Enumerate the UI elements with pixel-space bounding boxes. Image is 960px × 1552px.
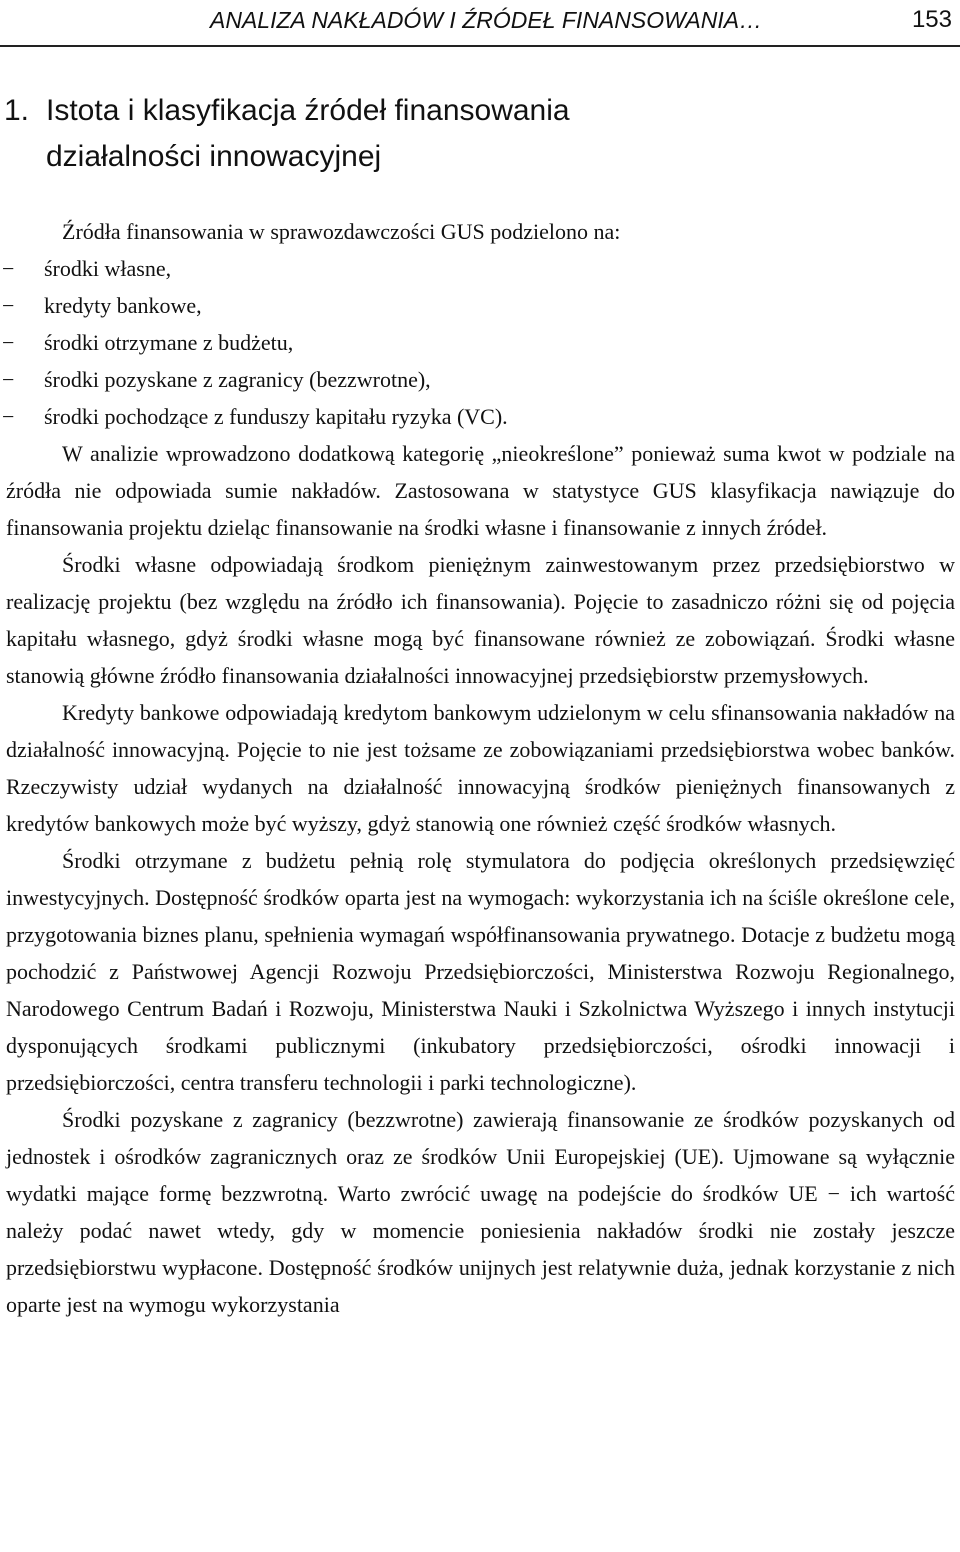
page-header	[0, 0, 960, 48]
dash-bullet: −	[2, 330, 15, 355]
page-number: 153	[911, 6, 952, 33]
section-number: 1.	[4, 94, 30, 127]
dash-bullet: −	[2, 293, 15, 318]
paragraph-uncategorized: W analizie wprowadzono dodatkową kategorię „nieokreślone” ponieważ suma kwot w podziale na źródła nie odpowiada sumie nakładów. Zastosowana w statystyce GUS klasyfikacja nawiązuje do finansowania projektu dzieląc finansowanie na środki własne i finansowanie z innych źródeł.	[6, 441, 955, 540]
header-rule	[0, 45, 960, 47]
list-item: − środki pozyskane z zagranicy (bezzwrotne),	[6, 361, 955, 398]
running-title: ANALIZA NAKŁADÓW I ŹRÓDEŁ FINANSOWANIA…	[210, 7, 763, 33]
dash-bullet: −	[2, 404, 15, 429]
section-title-line2: działalności innowacyjnej	[46, 140, 382, 173]
dash-bullet: −	[2, 367, 15, 392]
section-title-line1: Istota i klasyfikacja źródeł finansowania	[46, 94, 570, 127]
body-text	[2, 213, 955, 1323]
paragraph-budget-funds: Środki otrzymane z budżetu pełnią rolę stymulatora do podjęcia określonych przedsięwzięć inwestycyjnych. Dostępność środków oparta jest na wymogach: wykorzystania ich na ściśle określone cele, przygotowania biznes planu, spełnienia wymagań współfinansowania prywatnego. Dotacje z budżetu mogą pochodzić z Państwowej Agencji Rozwoju Przedsiębiorczości, Ministerstwa Rozwoju Regionalnego, Narodowego Centrum Badań i Rozwoju, Ministerstwa Nauki i Szkolnictwa Wyższego i innych instytucji dysponujących środkami publicznymi (inkubatory przedsiębiorczości, ośrodki innowacji i przedsiębiorczości, centra transferu technologii i parki technologiczne).	[6, 848, 955, 1095]
intro-paragraph: Źródła finansowania w sprawozdawczości GUS podzielono na:	[62, 219, 621, 244]
section-heading	[0, 88, 960, 180]
dash-bullet: −	[2, 256, 15, 281]
paragraph-own-funds: Środki własne odpowiadają środkom pieniężnym zainwestowanym przez przedsiębiorstwo w realizację projektu (bez względu na źródło ich finansowania). Pojęcie to zasadniczo różni się od pojęcia kapitału własnego, gdyż środki własne mogą być finansowane również ze zobowiązań. Środki własne stanowią główne źródło finansowania działalności innowacyjnej przedsiębiorstw przemysłowych.	[6, 552, 955, 688]
paragraph-foreign-funds: Środki pozyskane z zagranicy (bezzwrotne) zawierają finansowanie ze środków pozyskanych od jednostek i ośrodków zagranicznych oraz ze środków Unii Europejskiej (UE). Ujmowane są wyłącznie wydatki mające formę bezzwrotną. Warto zwrócić uwagę na podejście do środków UE − ich wartość należy podać nawet wtedy, gdy w momencie poniesienia nakładów środki nie zostały jeszcze przedsiębiorstwu wypłacone. Dostępność środków unijnych jest relatywnie duża, jednak korzystanie z nich oparte jest na wymogu wykorzystania	[6, 1107, 955, 1317]
list-item: − środki własne,	[6, 250, 955, 287]
source-list	[2, 250, 955, 435]
list-item: − kredyty bankowe,	[6, 287, 955, 324]
list-item: − środki pochodzące z funduszy kapitału ryzyka (VC).	[6, 398, 955, 435]
paragraph-bank-loans: Kredyty bankowe odpowiadają kredytom bankowym udzielonym w celu sfinansowania nakładów na działalność innowacyjną. Pojęcie to nie jest tożsame ze zobowiązaniami przedsiębiorstwa wobec banków. Rzeczywisty udział wydanych na działalność innowacyjną środków pieniężnych finansowanych z kredytów bankowych może być wyższy, gdyż stanowią one również część środków własnych.	[6, 700, 955, 836]
list-item: − środki otrzymane z budżetu,	[6, 324, 955, 361]
